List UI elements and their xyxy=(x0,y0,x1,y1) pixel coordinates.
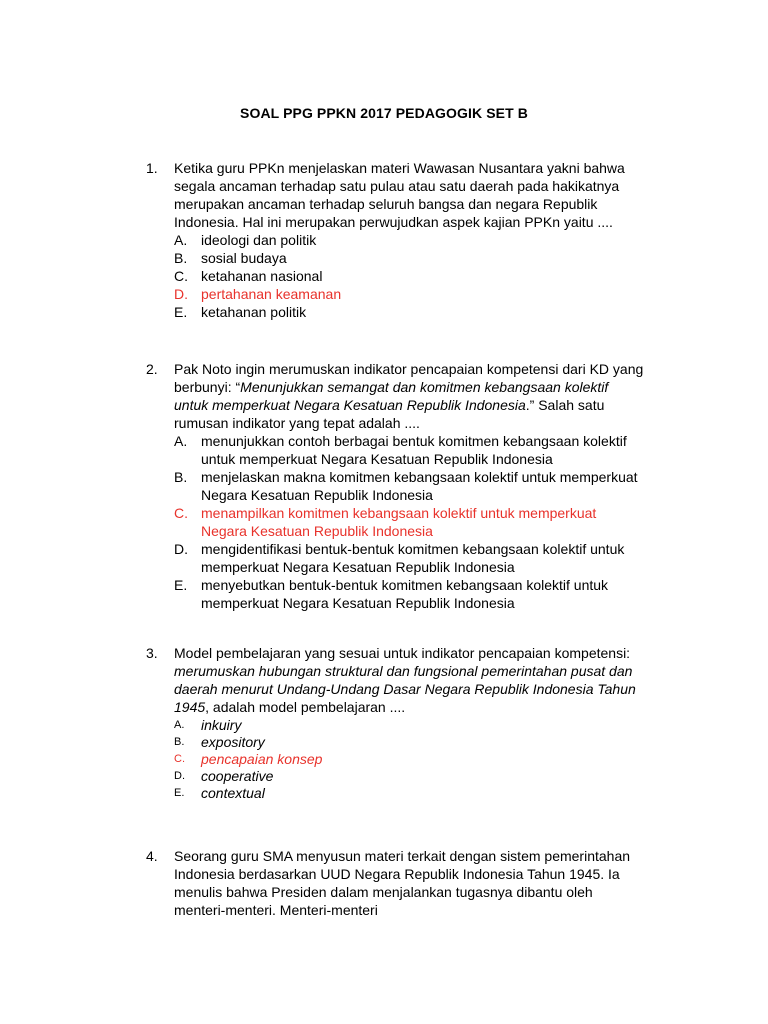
option-a xyxy=(174,717,646,734)
option-c xyxy=(174,267,646,285)
option-d xyxy=(174,540,646,576)
question-number: 1. xyxy=(146,160,158,176)
question-text: Seorang guru SMA menyusun materi terkait dengan sistem pemerintahan Indonesia berdasarkan UUD Negara Republik Indonesia Tahun 1945. Ia menulis bahwa Presiden dalam menjalankan tugasnya dibantu oleh menteri-menteri. Menteri-menteri xyxy=(174,848,631,918)
option-letter: B. xyxy=(174,469,188,485)
option-text: pencapaian konsep xyxy=(201,751,323,767)
option-c-correct xyxy=(174,751,646,768)
question-text xyxy=(174,644,646,716)
option-e xyxy=(174,576,646,612)
option-text: pertahanan keamanan xyxy=(201,286,342,302)
question-4 xyxy=(146,847,646,919)
option-text: menjelaskan makna komitmen kebangsaan kolektif untuk memperkuat Negara Kesatuan Republik Indonesia xyxy=(201,469,638,503)
option-d-correct xyxy=(174,285,646,303)
option-letter: C. xyxy=(174,753,185,765)
question-text-part: Pak Noto ingin merumuskan indikator pencapaian kompetensi dari KD yang berbunyi: “ xyxy=(174,361,644,395)
option-text: cooperative xyxy=(201,768,274,784)
option-text: sosial budaya xyxy=(201,250,287,266)
question-text-italic: merumuskan hubungan struktural dan fungsional pemerintahan pusat dan daerah menurut Undang-Undang Dasar Negara Republik Indonesia Tahun 1945 xyxy=(174,663,636,715)
option-list xyxy=(174,432,646,612)
option-letter: C. xyxy=(174,268,188,284)
option-list xyxy=(174,717,646,802)
option-letter: A. xyxy=(174,232,188,248)
question-text-italic: Menunjukkan semangat dan komitmen kebangsaan kolektif untuk memperkuat Negara Kesatuan Republik Indonesia xyxy=(174,379,609,413)
option-text: contextual xyxy=(201,785,265,801)
option-d xyxy=(174,768,646,785)
option-text: expository xyxy=(201,734,265,750)
option-b xyxy=(174,734,646,751)
option-list xyxy=(174,231,646,321)
option-e xyxy=(174,785,646,802)
question-number: 3. xyxy=(146,645,158,661)
option-a xyxy=(174,432,646,468)
question-text: Ketika guru PPKn menjelaskan materi Wawasan Nusantara yakni bahwa segala ancaman terhadap satu pulau atau satu daerah pada hakikatnya merupakan ancaman terhadap seluruh bangsa dan negara Republik Indonesia. Hal ini merupakan perwujudkan aspek kajian PPKn yaitu .... xyxy=(174,160,625,230)
option-text: mengidentifikasi bentuk-bentuk komitmen kebangsaan kolektif untuk memperkuat Negara Kesatuan Republik Indonesia xyxy=(201,541,625,575)
option-a xyxy=(174,231,646,249)
option-letter: E. xyxy=(174,787,185,799)
option-text: menampilkan komitmen kebangsaan kolektif untuk memperkuat Negara Kesatuan Republik Indonesia xyxy=(201,505,597,539)
page-title: SOAL PPG PPKN 2017 PEDAGOGIK SET B xyxy=(240,105,528,121)
option-text: ideologi dan politik xyxy=(201,232,317,248)
option-letter: E. xyxy=(174,304,188,320)
option-b xyxy=(174,468,646,504)
question-text-part: .” Salah satu rumusan indikator yang tepat adalah .... xyxy=(174,397,605,431)
question-2 xyxy=(146,360,646,612)
option-letter: A. xyxy=(174,433,188,449)
option-letter: B. xyxy=(174,736,185,748)
option-e xyxy=(174,303,646,321)
question-text-part: Model pembelajaran yang sesuai untuk indikator pencapaian kompetensi: xyxy=(174,645,631,661)
option-text: inkuiry xyxy=(201,717,242,733)
question-3 xyxy=(146,644,646,802)
option-letter: D. xyxy=(174,286,188,302)
option-letter: D. xyxy=(174,541,188,557)
option-text: ketahanan politik xyxy=(201,304,307,320)
option-text: ketahanan nasional xyxy=(201,268,323,284)
question-1 xyxy=(146,159,646,321)
question-number: 2. xyxy=(146,361,158,377)
option-letter: C. xyxy=(174,505,188,521)
option-letter: E. xyxy=(174,577,188,593)
option-text: menyebutkan bentuk-bentuk komitmen kebangsaan kolektif untuk memperkuat Negara Kesatuan Republik Indonesia xyxy=(201,577,609,611)
option-letter: B. xyxy=(174,250,188,266)
option-b xyxy=(174,249,646,267)
question-text xyxy=(174,360,646,432)
option-text: menunjukkan contoh berbagai bentuk komitmen kebangsaan kolektif untuk memperkuat Negara Kesatuan Republik Indonesia xyxy=(201,433,627,467)
option-letter: D. xyxy=(174,770,185,782)
option-letter: A. xyxy=(174,719,185,731)
question-text-part: , adalah model pembelajaran .... xyxy=(205,699,406,715)
option-c-correct xyxy=(174,504,646,540)
question-number: 4. xyxy=(146,848,158,864)
